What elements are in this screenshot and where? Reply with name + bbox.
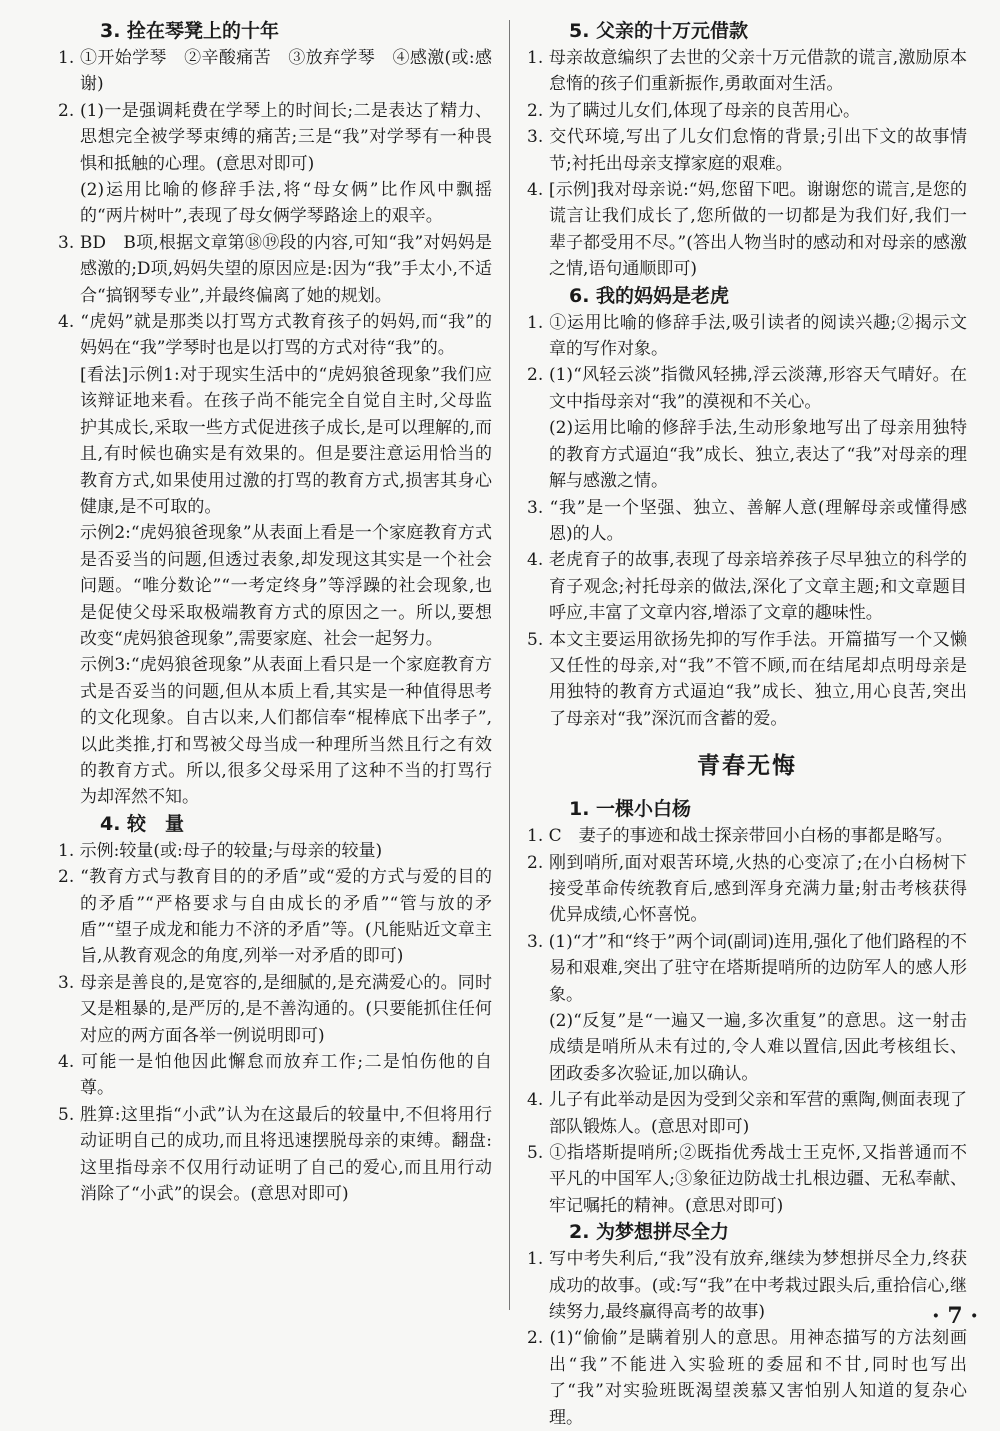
answer-example: [看法]示例1:对于现实生活中的“虎妈狼爸现象”我们应该辩证地来看。在孩子尚不能完全自觉自主时,父母监护其成长,采取一些方式促进孩子成长,是可以理解的,而且,有时候也确实是有效果的。但是要注意运用恰当的教育方式,如果使用过激的打骂的教育方式,损害其身心健康,是不可取的。 (80, 364, 492, 517)
column-divider (509, 20, 510, 1310)
answer-item: 2. (1)“偷偷”是瞒着别人的意思。用神态描写的方法刻画出“我”不能进入实验班的委屈和不甘,同时也写出了“我”对实验班既渴望羡慕又害怕别人知道的复杂心理。 (527, 1328, 967, 1428)
right-column (527, 18, 967, 1431)
chapter-title: 青春无悔 (697, 753, 797, 780)
section-title-6: 6. 我的妈妈是老虎 (569, 284, 730, 307)
answer-subpart: (2)运用比喻的修辞手法,生动形象地写出了母亲用独特的教育方式逼迫“我”成长、独立,表达了“我”对母亲的理解与感激之情。 (549, 418, 967, 492)
answer-item: 2. 为了瞒过儿女们,体现了母亲的良苦用心。 (527, 100, 861, 121)
answer-item: 3. 交代环境,写出了儿女们怠惰的背景;引出下文的故事情节;衬托出母亲支撑家庭的艰难。 (527, 127, 967, 174)
answer-item: 4. [示例]我对母亲说:“妈,您留下吧。谢谢您的谎言,是您的谎言让我们成长了,您所做的一切都是为我们好,我们一辈子都受用不尽。”(答出人物当时的感动和对母亲的感激之情,语句通顺即可) (527, 180, 967, 280)
section-title-5: 5. 父亲的十万元借款 (569, 20, 749, 42)
answer-item: 5. 胜算:这里指“小武”认为在这最后的较量中,不但将用行动证明自己的成功,而且将迅速摆脱母亲的束缚。翻盘:这里指母亲不仅用行动证明了自己的爱心,而且用行动消除了“小武”的误会。(意思对即可) (58, 1104, 492, 1205)
answer-item: 5. ①指塔斯提哨所;②既指优秀战士王克怀,又指普通而不平凡的中国军人;③象征边防战士扎根边疆、无私奉献、牢记嘱托的精神。(意思对即可) (527, 1143, 967, 1216)
answer-item: 4. 可能一是怕他因此懈怠而放弃工作;二是怕伤他的自尊。 (58, 1052, 492, 1099)
section-title-4: 4. 较 量 (100, 812, 185, 835)
answer-item: 1. C 妻子的事迹和战士探亲带回小白杨的事都是略写。 (527, 826, 953, 847)
answer-item: 4. “虎妈”就是那类以打骂方式教育孩子的妈妈,而“我”的妈妈在“我”学琴时也是以打骂的方式对待“我”的。 (58, 312, 492, 359)
answer-item: 3. “我”是一个坚强、独立、善解人意(理解母亲或懂得感恩)的人。 (527, 497, 967, 544)
section-title-c2: 2. 为梦想拼尽全力 (569, 1221, 730, 1244)
left-column (58, 18, 492, 1207)
answer-item: 1. ①运用比喻的修辞手法,吸引读者的阅读兴趣;②揭示文章的写作对象。 (527, 312, 967, 360)
page-number: · 7 · (932, 1303, 978, 1329)
answer-item: 1. 母亲故意编织了去世的父亲十万元借款的谎言,激励原本怠惰的孩子们重新振作,勇敢面对生活。 (527, 48, 967, 95)
answer-example: 示例2:“虎妈狼爸现象”从表面上看是一个家庭教育方式是否妥当的问题,但透过表象,却发现这其实是一个社会问题。“唯分数论”“一考定终身”等浮躁的社会现象,也是促使父母采取极端教育方式的原因之一。所以,要想改变“虎妈狼爸现象”,需要家庭、社会一起努力。 (80, 523, 492, 649)
answer-item: 1. 示例:较量(或:母子的较量;与母亲的较量) (58, 840, 383, 861)
section-title-c1: 1. 一棵小白杨 (569, 798, 692, 821)
answer-item: 3. 母亲是善良的,是宽容的,是细腻的,是充满爱心的。同时又是粗暴的,是严厉的,是不善沟通的。(只要能抓住任何对应的两方面各举一例说明即可) (58, 972, 492, 1046)
answer-item: 5. 本文主要运用欲扬先抑的写作手法。开篇描写一个又懒又任性的母亲,对“我”不管不顾,而在结尾却点明母亲是用独特的教育方式逼迫“我”成长、独立,用心良苦,突出了母亲对“我”深沉而含蓄的爱。 (527, 629, 967, 729)
answer-item: 1. 写中考失利后,“我”没有放弃,继续为梦想拼尽全力,终获成功的故事。(或:写“我”在中考栽过跟头后,重拾信心,继续努力,最终赢得高考的故事) (527, 1249, 967, 1323)
answer-item: 2. 刚到哨所,面对艰苦环境,火热的心变凉了;在小白杨树下接受革命传统教育后,感到浑身充满力量;射击考核获得优异成绩,心怀喜悦。 (527, 852, 967, 926)
answer-item: 2. “教育方式与教育目的的矛盾”或“爱的方式与爱的目的的矛盾”“严格要求与自由成长的矛盾”“管与放的矛盾”“望子成龙和能力不济的矛盾”等。(凡能贴近文章主旨,从教育观念的角度,列举一对矛盾的即可) (58, 867, 492, 967)
answer-item: 2. (1)一是强调耗费在学琴上的时间长;二是表达了精力、思想完全被学琴束缚的痛苦;三是“我”对学琴有一种畏惧和抵触的心理。(意思对即可) (58, 100, 492, 174)
answer-item: 3. (1)“才”和“终于”两个词(副词)连用,强化了他们路程的不易和艰难,突出了驻守在塔斯提哨所的边防军人的感人形象。 (527, 931, 967, 1005)
answer-subpart: (2)“反复”是“一遍又一遍,多次重复”的意思。这一射击成绩是哨所从未有过的,令人难以置信,因此考核组长、团政委多次验证,加以确认。 (549, 1011, 967, 1084)
answer-example: 示例3:“虎妈狼爸现象”从表面上看只是一个家庭教育方式是否妥当的问题,但从本质上看,其实是一种值得思考的文化现象。自古以来,人们都信奉“棍棒底下出孝子”,以此类推,打和骂被父母当成一种理所当然且行之有效的教育方式。所以,很多父母采用了这种不当的打骂行为却浑然不知。 (80, 655, 492, 808)
answer-item: 3. BD B项,根据文章第⑱⑲段的内容,可知“我”对妈妈是感激的;D项,妈妈失望的原因应是:因为“我”手太小,不适合“搞钢琴专业”,并最终偏离了她的规划。 (58, 232, 492, 306)
answer-item: 1. ①开始学琴 ②辛酸痛苦 ③放弃学琴 ④感激(或:感谢) (58, 48, 492, 95)
section-title-3: 3. 拴在琴凳上的十年 (100, 20, 280, 42)
answer-item: 2. (1)“风轻云淡”指微风轻拂,浮云淡薄,形容天气晴好。在文中指母亲对“我”的漠视和不关心。 (527, 365, 967, 412)
answer-subpart: (2)运用比喻的修辞手法,将“母女俩”比作风中飘摇的“两片树叶”,表现了母女俩学琴路途上的艰辛。 (80, 180, 492, 227)
answer-item: 4. 老虎育子的故事,表现了母亲培养孩子尽早独立的科学的育子观念;衬托母亲的做法,深化了文章主题;和文章题目呼应,丰富了文章内容,增添了文章的趣味性。 (527, 550, 967, 624)
answer-item: 4. 儿子有此举动是因为受到父亲和军营的熏陶,侧面表现了部队锻炼人。(意思对即可) (527, 1090, 967, 1137)
